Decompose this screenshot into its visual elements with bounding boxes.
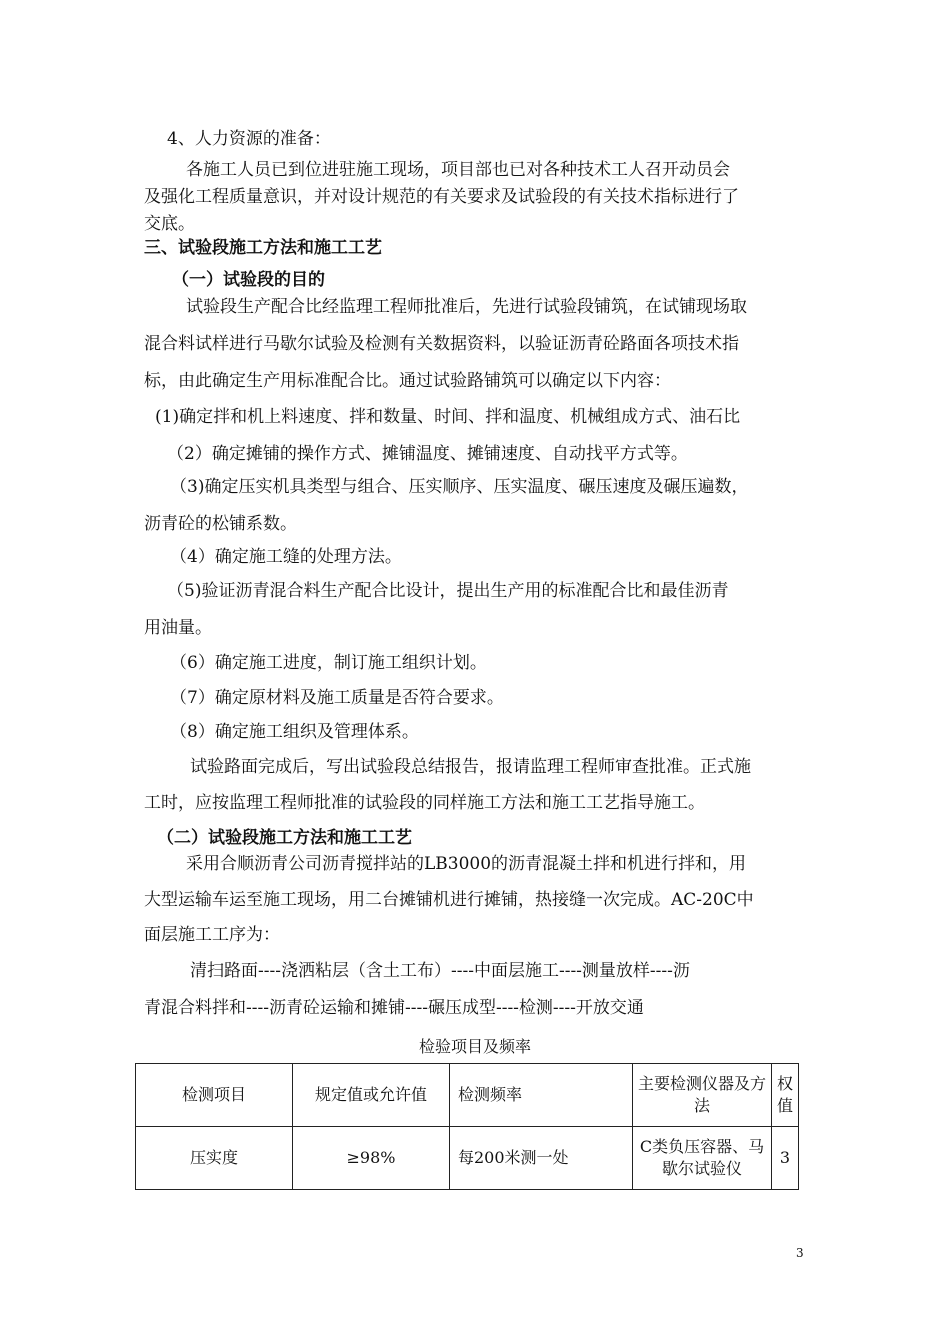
- list-item: (1)确定拌和机上料速度、拌和数量、时间、拌和温度、机械组成方式、油石比: [155, 407, 741, 427]
- list-item: （2）确定摊铺的操作方式、摊铺温度、摊铺速度、自动找平方式等。: [167, 444, 688, 464]
- paragraph-line: 交底。: [144, 214, 195, 234]
- paragraph-line: 工时，应按监理工程师批准的试验段的同样施工方法和施工工艺指导施工。: [144, 793, 705, 813]
- table-caption: 检验项目及频率: [418, 1037, 531, 1056]
- paragraph-line: 混合料试样进行马歇尔试验及检测有关数据资料，以验证沥青砼路面各项技术指: [144, 334, 739, 354]
- list-item: （6）确定施工进度，制订施工组织计划。: [170, 653, 487, 673]
- table-cell: C类负压容器、马歇尔试验仪: [633, 1127, 772, 1190]
- paragraph-line: 面层施工工序为：: [144, 925, 280, 945]
- header-cell: 检测频率: [450, 1064, 633, 1127]
- paragraph-line: 各施工人员已到位进驻施工现场，项目部也已对各种技术工人召开动员会: [186, 160, 730, 180]
- paragraph-line: 及强化工程质量意识，并对设计规范的有关要求及试验段的有关技术指标进行了: [144, 187, 739, 207]
- header-cell: 主要检测仪器及方法: [633, 1064, 772, 1127]
- subsection-heading: （二）试验段施工方法和施工工艺: [157, 828, 412, 848]
- header-cell: 规定值或允许值: [293, 1064, 450, 1127]
- header-cell: 权值: [772, 1064, 799, 1127]
- section-heading: 三、试验段施工方法和施工工艺: [144, 238, 382, 258]
- table-cell: 每200米测一处: [450, 1127, 633, 1190]
- table-cell: 压实度: [136, 1127, 293, 1190]
- header-cell: 检测项目: [136, 1064, 293, 1127]
- subsection-heading: （一）试验段的目的: [172, 270, 325, 290]
- paragraph-line: 试验段生产配合比经监理工程师批准后，先进行试验段铺筑，在试铺现场取: [186, 297, 747, 317]
- table-cell: ≥98%: [293, 1127, 450, 1190]
- paragraph-line: 青混合料拌和----沥青砼运输和摊铺----碾压成型----检测----开放交通: [144, 998, 644, 1018]
- paragraph-line: 采用合顺沥青公司沥青搅拌站的LB3000的沥青混凝土拌和机进行拌和，用: [186, 854, 747, 874]
- list-item: （5)验证沥青混合料生产配合比设计，提出生产用的标准配合比和最佳沥青: [167, 581, 729, 601]
- table-row: [136, 1127, 799, 1190]
- paragraph-line: 4、人力资源的准备：: [167, 129, 331, 149]
- paragraph-line: 大型运输车运至施工现场，用二台摊铺机进行摊铺，热接缝一次完成。AC-20C中: [144, 890, 754, 910]
- table-cell: 3: [772, 1127, 799, 1190]
- inspection-table: [135, 1063, 799, 1190]
- paragraph-line: 标，由此确定生产用标准配合比。通过试验路铺筑可以确定以下内容：: [144, 371, 671, 391]
- page-number: 3: [796, 1246, 804, 1260]
- list-item: （4）确定施工缝的处理方法。: [170, 547, 402, 567]
- paragraph-line: 清扫路面----浇洒粘层（含土工布）----中面层施工----测量放样----沥: [190, 961, 690, 981]
- list-item: （7）确定原材料及施工质量是否符合要求。: [170, 688, 504, 708]
- table-header-row: [136, 1064, 799, 1127]
- list-item: （3)确定压实机具类型与组合、压实顺序、压实温度、碾压速度及碾压遍数，: [170, 477, 749, 497]
- list-item: 用油量。: [144, 618, 212, 638]
- list-item: （8）确定施工组织及管理体系。: [170, 722, 419, 742]
- list-item: 沥青砼的松铺系数。: [144, 514, 297, 534]
- paragraph-line: 试验路面完成后，写出试验段总结报告，报请监理工程师审查批准。正式施: [190, 757, 751, 777]
